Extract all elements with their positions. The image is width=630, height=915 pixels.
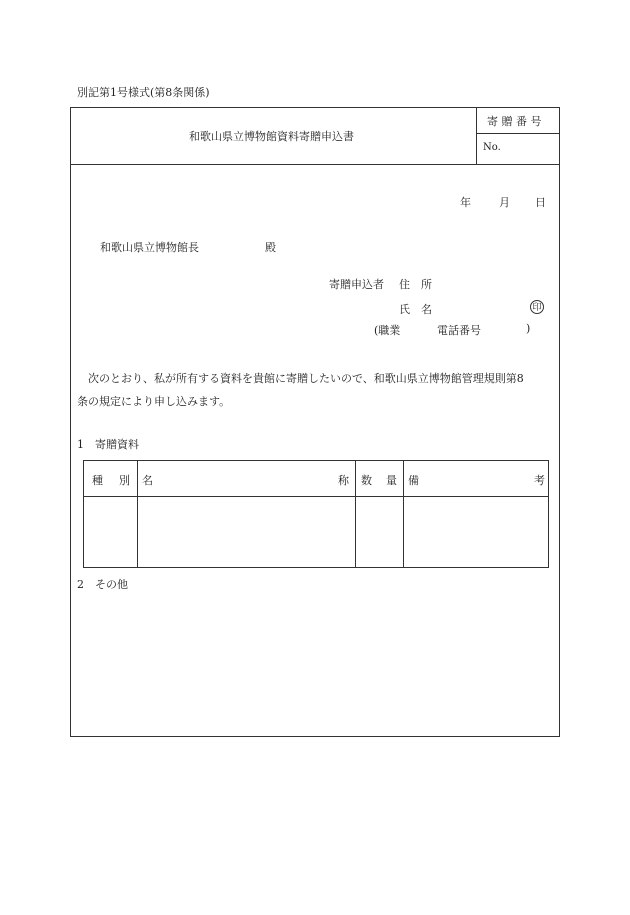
phone-label: 電話番号 <box>437 324 481 337</box>
registration-number-label: 寄 贈 番 号 <box>487 115 542 128</box>
kind-cell[interactable] <box>84 497 137 567</box>
header-qty-2: 量 <box>386 474 397 487</box>
seal-mark-icon: 印 <box>530 300 544 314</box>
registration-number-label-cell <box>477 108 560 134</box>
form-title: 和歌山県立博物館資料寄贈申込書 <box>189 130 354 143</box>
header-note-1: 備 <box>408 474 419 487</box>
header-kind-1: 種 <box>92 474 103 487</box>
quantity-cell[interactable] <box>356 497 403 567</box>
request-statement-line-2: 条の規定により申し込みます。 <box>77 395 231 408</box>
name-cell[interactable] <box>138 497 355 567</box>
applicant-role-label: 寄贈申込者 <box>329 278 384 291</box>
header-qty-1: 数 <box>361 474 372 487</box>
date-year-label: 年 <box>460 196 471 209</box>
header-note-2: 考 <box>534 474 545 487</box>
address-label: 住 所 <box>399 278 432 291</box>
occupation-label: (職業 <box>374 324 401 337</box>
date-month-label: 月 <box>499 196 510 209</box>
addressee: 和歌山県立博物館長 <box>100 241 199 254</box>
registration-number-field[interactable]: No. <box>483 142 501 153</box>
phone-close-paren: ) <box>526 322 531 335</box>
form-caption: 別記第1号様式(第8条関係) <box>77 86 210 99</box>
remarks-cell[interactable] <box>404 497 548 567</box>
registration-number-box <box>476 108 560 164</box>
section-other: 2 その他 <box>77 578 128 591</box>
form-header <box>71 108 559 165</box>
header-name-2: 称 <box>338 474 349 487</box>
header-name-1: 名 <box>142 474 153 487</box>
header-kind-2: 別 <box>119 474 130 487</box>
section-donated-materials: 1 寄贈資料 <box>77 438 139 451</box>
name-label: 氏 名 <box>399 303 432 316</box>
request-statement-line-1: 次のとおり、私が所有する資料を貴館に寄贈したいので、和歌山県立博物館管理規則第8 <box>88 372 524 385</box>
addressee-honorific: 殿 <box>265 241 276 254</box>
donated-materials-table <box>83 460 549 568</box>
date-day-label: 日 <box>535 196 546 209</box>
donation-application-form <box>70 107 560 737</box>
